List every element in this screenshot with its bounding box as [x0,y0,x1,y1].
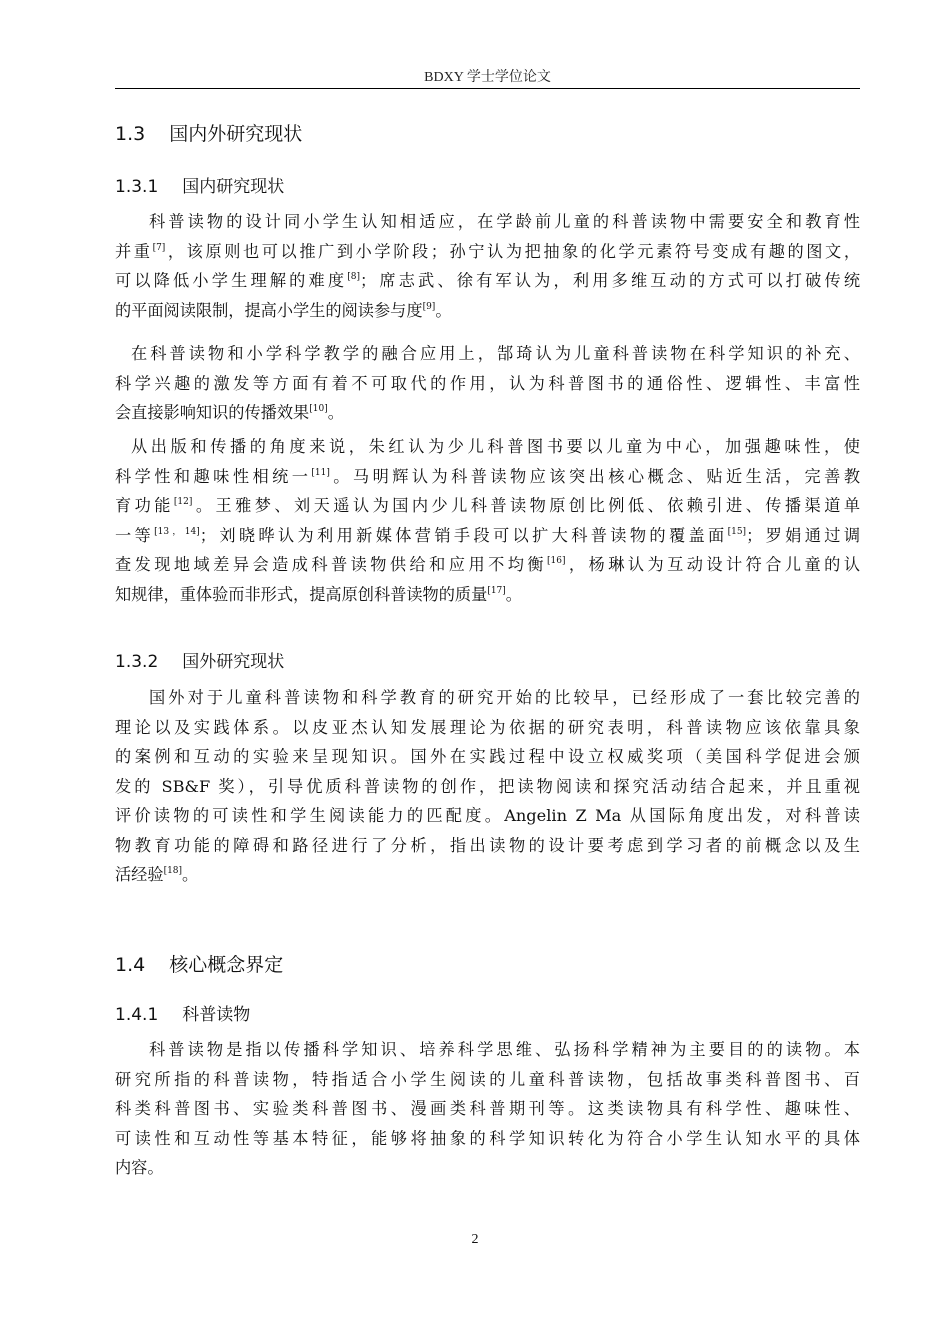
subsection-number: 1.3.1 [115,177,159,197]
text-line: 会直接影响知识的传播效果[10]。 [115,403,344,422]
subsection-heading-1-3-1 [115,172,284,197]
text-line: 物教育功能的障碍和路径进行了分析，指出读物的设计要考虑到学习者的前概念以及生 [115,835,860,855]
citation: [8] [347,272,360,282]
text-line: 可以降低小学生理解的难度[8]；席志武、徐有军认为，利用多维互动的方式可以打破传统 [115,271,861,290]
paragraph-domestic-3 [115,432,860,609]
text-line: 的平面阅读限制，提高小学生的阅读参与度[9]。 [115,300,452,320]
running-header: BDXY 学士学位论文 [424,70,551,85]
header-rule [115,88,860,89]
citation: [16] [546,556,566,566]
citation: [12] [173,497,193,507]
text-line: 科类科普图书、实验类科普图书、漫画类科普期刊等。这类读物具有科学性、趣味性、 [115,1099,860,1118]
section-heading-1-4 [115,950,283,977]
section-heading-1-3 [115,119,302,146]
text-line: 理论以及实践体系。以皮亚杰认知发展理论为依据的研究表明，科普读物应该依靠具象 [115,717,860,737]
subsection-heading-1-4-1 [115,1000,250,1025]
citation: [11] [311,467,330,478]
text-line: 一等[13，14]；刘晓晔认为利用新媒体营销手段可以扩大科普读物的覆盖面[15]；罗娟通过调 [115,525,861,545]
paragraph-domestic-1 [115,207,860,325]
text-line: 研究所指的科普读物，特指适合小学生阅读的儿童科普读物，包括故事类科普图书、百 [115,1069,860,1089]
paragraph-definition [115,1035,860,1183]
text-line: 育功能[12]。王雅梦、刘天遥认为国内少儿科普读物原创比例低、依赖引进、传播渠道单 [115,496,861,515]
text-line: 科学兴趣的激发等方面有着不可取代的作用，认为科普图书的通俗性、逻辑性、丰富性 [115,373,860,393]
text-line: 科普读物的设计同小学生认知相适应，在学龄前儿童的科普读物中需要安全和教育性 [149,212,860,231]
subsection-number: 1.3.2 [115,652,159,672]
subsection-title: 国内研究现状 [182,177,285,197]
text-line: 知规律，重体验而非形式，提高原创科普读物的质量[17]。 [115,584,522,604]
subsection-title: 国外研究现状 [182,652,285,672]
text-line: 内容。 [115,1158,164,1177]
text-line: 可读性和互动性等基本特征，能够将抽象的科学知识转化为符合小学生认知水平的具体 [115,1128,860,1148]
text-line: 活经验[18]。 [115,865,199,884]
text-line: 并重[7]，该原则也可以推广到小学阶段；孙宁认为把抽象的化学元素符号变成有趣的图文， [115,241,861,261]
text-line: 在科普读物和小学科学教学的融合应用上，郜琦认为儿童科普读物在科学知识的补充、 [131,344,860,363]
paragraph-foreign [115,683,860,890]
paragraph-domestic-2 [115,339,860,428]
subsection-number: 1.4.1 [115,1005,159,1025]
text-line: 的案例和互动的实验来呈现知识。国外在实践过程中设立权威奖项（美国科学促进会颁 [115,747,860,766]
citation: [13，14] [154,526,200,537]
citation: [17] [487,585,506,596]
citation: [10] [309,404,328,414]
citation: [7] [152,242,166,253]
text-line: 从出版和传播的角度来说，朱红认为少儿科普图书要以儿童为中心，加强趣味性，使 [131,437,860,456]
text-line: 科学性和趣味性相统一[11]。马明辉认为科普读物应该突出核心概念、贴近生活，完善教 [115,466,861,486]
section-title: 国内外研究现状 [169,123,303,145]
text-line: 国外对于儿童科普读物和科学教育的研究开始的比较早，已经形成了一套比较完善的 [149,688,860,707]
citation: [18] [163,866,183,876]
citation: [9] [422,301,436,312]
text-line: 查发现地域差异会造成科普读物供给和应用不均衡[16]，杨琳认为互动设计符合儿童的认 [115,555,861,574]
text-line: 科普读物是指以传播科学知识、培养科学思维、弘扬科学精神为主要目的的读物。本 [149,1040,860,1059]
text-line: 发的 SB&F 奖），引导优质科普读物的创作，把读物阅读和探究活动结合起来，并且重视 [115,776,860,796]
text-line: 评价读物的可读性和学生阅读能力的匹配度。Angelin Z Ma 从国际角度出发，对科普读 [115,806,860,825]
page-number: 2 [471,1232,479,1247]
section-title: 核心概念界定 [169,954,284,976]
subsection-title: 科普读物 [182,1005,251,1025]
subsection-heading-1-3-2 [115,647,284,672]
section-number: 1.3 [115,123,146,145]
citation: [15] [727,526,747,537]
section-number: 1.4 [115,954,146,976]
